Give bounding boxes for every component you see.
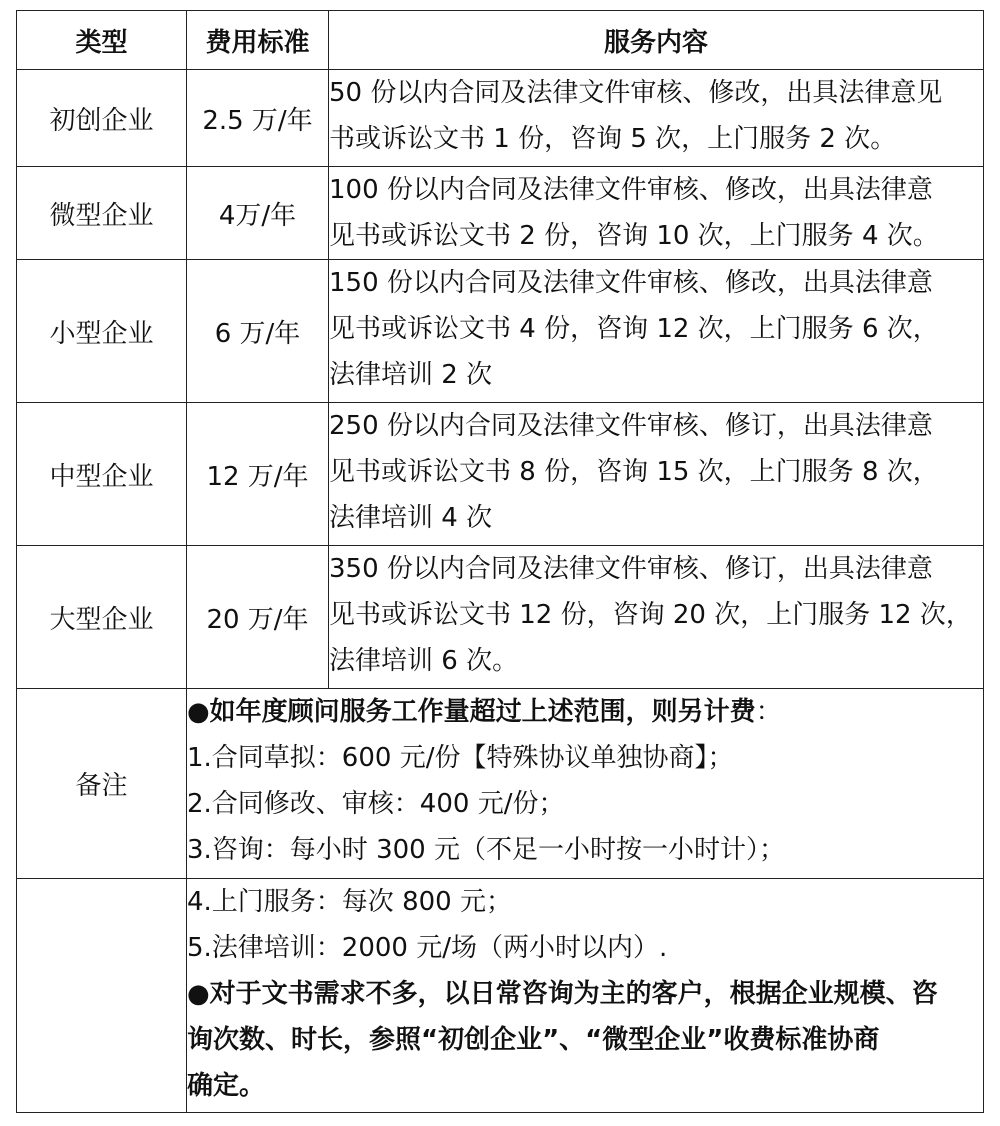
table-row xyxy=(17,70,984,167)
notes-label: 备注 xyxy=(17,689,187,879)
content-line: 法律培训 2 次 xyxy=(329,360,493,390)
notes-heading: ●如年度顾问服务工作量超过上述范围，则另计费 xyxy=(187,697,756,727)
content-line: 100 份以内合同及法律文件审核、修改，出具法律意 xyxy=(329,175,933,205)
notes-row xyxy=(17,689,984,879)
notes-content xyxy=(187,689,984,879)
fee-schedule-table xyxy=(16,10,984,1113)
notes-closing-line: 确定。 xyxy=(187,1071,266,1101)
row-type: 中型企业 xyxy=(17,403,187,546)
row-type: 初创企业 xyxy=(17,70,187,167)
row-content xyxy=(329,403,984,546)
table-row xyxy=(17,403,984,546)
content-line: 50 份以内合同及法律文件审核、修改，出具法律意见 xyxy=(329,78,943,108)
content-line: 见书或诉讼文书 12 份，咨询 20 次，上门服务 12 次， xyxy=(329,600,972,630)
notes-item: 1.合同草拟：600 元/份【特殊协议单独协商】； xyxy=(187,743,734,773)
row-content xyxy=(329,167,984,260)
table-row xyxy=(17,167,984,260)
notes-heading-line xyxy=(187,689,983,735)
header-content: 服务内容 xyxy=(329,11,984,70)
content-line: 150 份以内合同及法律文件审核、修改，出具法律意 xyxy=(329,268,933,298)
row-fee: 4万/年 xyxy=(187,167,329,260)
content-line: 350 份以内合同及法律文件审核、修订，出具法律意 xyxy=(329,554,933,584)
header-fee: 费用标准 xyxy=(187,11,329,70)
content-line: 法律培训 6 次。 xyxy=(329,646,519,676)
row-type: 小型企业 xyxy=(17,260,187,403)
content-line: 见书或诉讼文书 4 份，咨询 12 次，上门服务 6 次， xyxy=(329,314,939,344)
content-line: 见书或诉讼文书 8 份，咨询 15 次，上门服务 8 次， xyxy=(329,457,939,487)
notes-item: 3.咨询：每小时 300 元（不足一小时按一小时计）； xyxy=(187,835,785,865)
table-row xyxy=(17,546,984,689)
row-fee: 20 万/年 xyxy=(187,546,329,689)
notes-item: 4.上门服务：每次 800 元； xyxy=(187,887,512,917)
notes-item: 5.法律培训：2000 元/场（两小时以内）. xyxy=(187,933,668,963)
header-row xyxy=(17,11,984,70)
row-content xyxy=(329,260,984,403)
row-type: 微型企业 xyxy=(17,167,187,260)
header-type: 类型 xyxy=(17,11,187,70)
notes-row-continued xyxy=(17,879,984,1113)
content-line: 见书或诉讼文书 2 份，咨询 10 次，上门服务 4 次。 xyxy=(329,221,939,251)
row-fee: 2.5 万/年 xyxy=(187,70,329,167)
empty-label-cell xyxy=(17,879,187,1113)
notes-closing-line: ●对于文书需求不多，以日常咨询为主的客户，根据企业规模、咨 xyxy=(187,979,938,1009)
notes-closing-line: 询次数、时长，参照“初创企业”、“微型企业”收费标准协商 xyxy=(187,1025,880,1055)
row-content xyxy=(329,70,984,167)
row-content xyxy=(329,546,984,689)
row-type: 大型企业 xyxy=(17,546,187,689)
content-line: 法律培训 4 次 xyxy=(329,503,493,533)
notes-content-continued xyxy=(187,879,984,1113)
row-fee: 6 万/年 xyxy=(187,260,329,403)
notes-item: 2.合同修改、审核：400 元/份； xyxy=(187,789,565,819)
row-fee: 12 万/年 xyxy=(187,403,329,546)
content-line: 250 份以内合同及法律文件审核、修订，出具法律意 xyxy=(329,411,933,441)
content-line: 书或诉讼文书 1 份，咨询 5 次，上门服务 2 次。 xyxy=(329,124,897,154)
table-row xyxy=(17,260,984,403)
notes-heading-suffix: ： xyxy=(755,697,782,727)
